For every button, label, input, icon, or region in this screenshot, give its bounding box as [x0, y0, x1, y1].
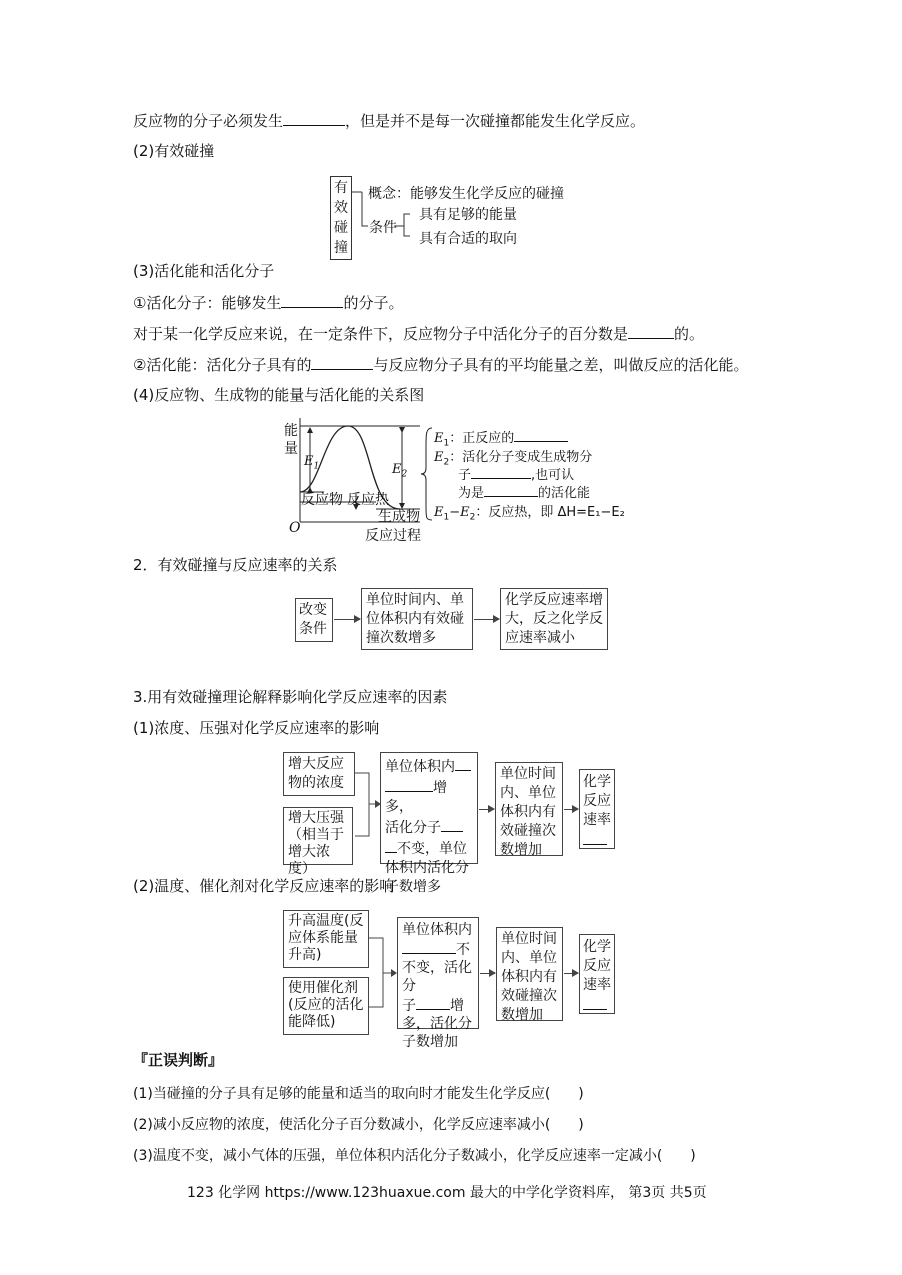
note-diff: $E_1-E_2$：反应热，即 ΔH=E₁−E₂ — [434, 505, 625, 523]
flow-box: 化学反应速率增大，反之化学反应速率减小 — [500, 588, 608, 650]
judge-title: 『正误判断』 — [133, 1051, 224, 1069]
tree-root: 有效碰撞 — [330, 176, 352, 260]
origin-label: O — [289, 520, 301, 536]
flow-box: 单位时间内、单位体积内有效碰撞次数增加 — [495, 762, 563, 856]
heat-label: 反应热 — [347, 492, 389, 508]
answer-blank — [385, 838, 397, 853]
flow-box: 使用催化剂(反应的活化能降低) — [283, 977, 369, 1035]
answer-blank — [471, 464, 531, 479]
flow-box: 单位体积内 不 不变，活化分 子 增多，活化分子数增加 — [397, 917, 479, 1029]
y-label: 量 — [284, 441, 298, 457]
text-line: ①活化分子：能够发生 的分子。 — [133, 294, 404, 312]
e1-label: $E_1$ — [304, 454, 320, 472]
notes-brace — [420, 426, 434, 522]
tree-condition: 条件 — [369, 220, 397, 236]
section-heading: (4)反应物、生成物的能量与活化能的关系图 — [133, 386, 425, 404]
note-e2-cont: 子 ,也可认 — [458, 464, 574, 483]
flow-arrow — [474, 619, 499, 620]
flow-box: 增大压强（相当于增大浓度） — [283, 807, 353, 865]
y-label: 能 — [284, 423, 298, 439]
flow-box: 单位体积内 增多， 活化分子 不变，单位体积内活化分子数增多 — [380, 752, 478, 864]
subsection-heading: (2)温度、催化剂对化学反应速率的影响 — [133, 877, 395, 895]
text-line: 反应物的分子必须发生 ，但是并不是每一次碰撞都能发生化学反应。 — [133, 112, 646, 130]
flow-arrow — [479, 809, 494, 810]
note-e1: $E_1$：正反应的 — [434, 427, 568, 449]
flow-box: 单位时间内、单位体积内有效碰撞次数增多 — [361, 588, 473, 650]
answer-blank — [385, 777, 433, 792]
subsection-heading: (1)浓度、压强对化学反应速率的影响 — [133, 719, 380, 737]
flow-box: 升高温度(反应体系能量升高) — [283, 910, 369, 968]
x-axis-label: 反应过程 — [365, 528, 421, 544]
flow-arrow — [564, 809, 578, 810]
judge-question: (1)当碰撞的分子具有足够的能量和适当的取向时才能发生化学反应( ) — [133, 1086, 584, 1102]
text-line: ②活化能：活化分子具有的 与反应物分子具有的平均能量之差，叫做反应的活化能。 — [133, 356, 749, 374]
answer-blank — [441, 817, 463, 832]
answer-blank — [416, 995, 450, 1010]
flow-arrow — [564, 973, 578, 974]
note-e2-cont2: 为是 的活化能 — [458, 482, 590, 501]
answer-blank — [311, 354, 373, 370]
flow-box: 单位时间内、单位体积内有效碰撞次数增加 — [496, 927, 563, 1021]
answer-blank — [402, 939, 456, 954]
answer-blank — [484, 482, 538, 497]
judge-question: (3)温度不变，减小气体的压强，单位体积内活化分子数减小，化学反应速率一定减小( ) — [133, 1148, 696, 1164]
judge-question: (2)减小反应物的浓度，使活化分子百分数减小，化学反应速率减小( ) — [133, 1117, 584, 1133]
flow-arrow — [480, 973, 495, 974]
flow-merge — [355, 770, 381, 840]
product-label: 生成物 — [378, 509, 420, 525]
flow-box: 化学反应速率 — [579, 769, 615, 849]
page-footer: 123 化学网 https://www.123huaxue.com 最大的中学化学资料库， 第3页 共5页 — [187, 1185, 707, 1201]
text-line: 对于某一化学反应来说，在一定条件下，反应物分子中活化分子的百分数是 的。 — [133, 325, 705, 343]
flow-box: 增大反应物的浓度 — [283, 752, 355, 796]
e2-label: $E_2$ — [392, 462, 408, 480]
tree-condition-1: 具有足够的能量 — [419, 207, 517, 223]
answer-blank — [455, 756, 471, 771]
flow-arrow — [334, 619, 360, 620]
section-heading: 2．有效碰撞与反应速率的关系 — [133, 556, 338, 574]
flow-box: 化学反应速率 — [579, 934, 615, 1014]
flow-merge — [369, 935, 399, 1015]
answer-blank — [583, 830, 607, 845]
reactant-label: 反应物 — [301, 492, 343, 508]
answer-blank — [583, 995, 607, 1010]
section-heading: 3.用有效碰撞理论解释影响化学反应速率的因素 — [133, 688, 448, 706]
answer-blank — [283, 110, 345, 126]
tree-concept: 概念：能够发生化学反应的碰撞 — [368, 186, 564, 202]
answer-blank — [281, 292, 343, 308]
answer-blank — [514, 427, 568, 442]
section-heading: (3)活化能和活化分子 — [133, 262, 275, 280]
answer-blank — [628, 323, 674, 339]
note-e2: $E_2$：活化分子变成生成物分 — [434, 450, 593, 468]
tree-condition-2: 具有合适的取向 — [419, 231, 517, 247]
section-heading: (2)有效碰撞 — [133, 142, 215, 160]
flow-box: 改变条件 — [295, 598, 333, 642]
